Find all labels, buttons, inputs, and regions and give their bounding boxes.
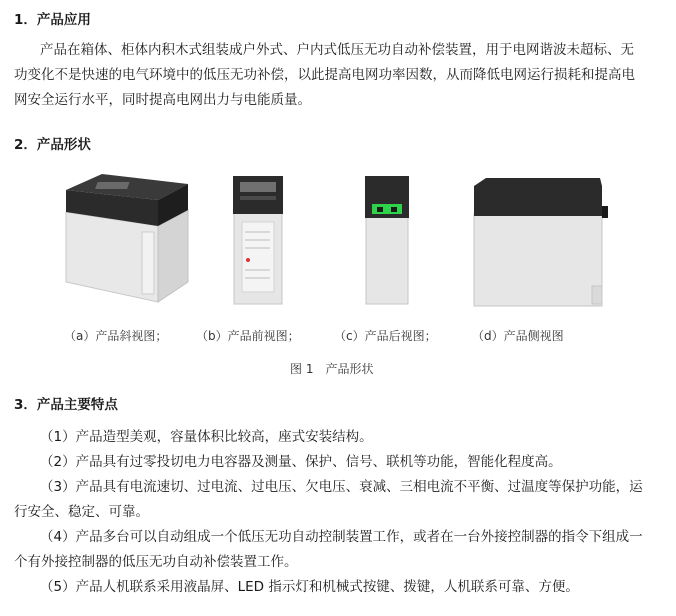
feature-line: 行安全、稳定、可靠。 <box>14 504 149 520</box>
product-oblique-view-image <box>62 170 192 305</box>
product-front-view-image <box>230 174 288 308</box>
feature-line: （2）产品具有过零投切电力电容器及测量、保护、信号、联机等功能，智能化程度高。 <box>40 454 562 470</box>
feature-line: （3）产品具有电流速切、过电流、过电压、欠电压、衰减、三相电流不平衡、过温度等保护功能，运 <box>40 479 643 495</box>
section2-heading: 2．产品形状 <box>14 137 91 153</box>
feature-line: （4）产品多台可以自动组成一个低压无功自动控制装置工作，或者在一台外接控制器的指令下组成一 <box>40 529 643 545</box>
section1-heading: 1．产品应用 <box>14 12 91 28</box>
section1-line: 功变化不是快速的电气环境中的低压无功补偿，以此提高电网功率因数，从而降低电网运行损耗和提高电 <box>14 67 635 83</box>
caption-oblique-view: （a）产品斜视图； <box>64 329 168 343</box>
product-side-view-image <box>472 176 612 308</box>
features-list <box>14 425 662 600</box>
caption-side-view: （d）产品侧视图 <box>472 329 564 343</box>
section3-heading: 3．产品主要特点 <box>14 397 118 413</box>
section1-line: 产品在箱体、柜体内积木式组装成户外式、户内式低压无功自动补偿装置，用于电网谐波未超标、无 <box>40 42 634 58</box>
caption-back-view: （c）产品后视图； <box>334 329 437 343</box>
feature-line: （5）产品人机联系采用液晶屏、LED 指示灯和机械式按键、拨键，人机联系可靠、方便。 <box>40 579 579 595</box>
product-back-view-image <box>362 174 412 308</box>
section1-paragraph <box>14 38 662 113</box>
figure-caption: 图 1 产品形状 <box>290 362 374 376</box>
section1-line: 网安全运行水平，同时提高电网出力与电能质量。 <box>14 92 311 108</box>
caption-front-view: （b）产品前视图； <box>196 329 300 343</box>
feature-line: （1）产品造型美观，容量体积比较高，座式安装结构。 <box>40 429 373 445</box>
feature-line: 个有外接控制器的低压无功自动补偿装置工作。 <box>14 554 298 570</box>
